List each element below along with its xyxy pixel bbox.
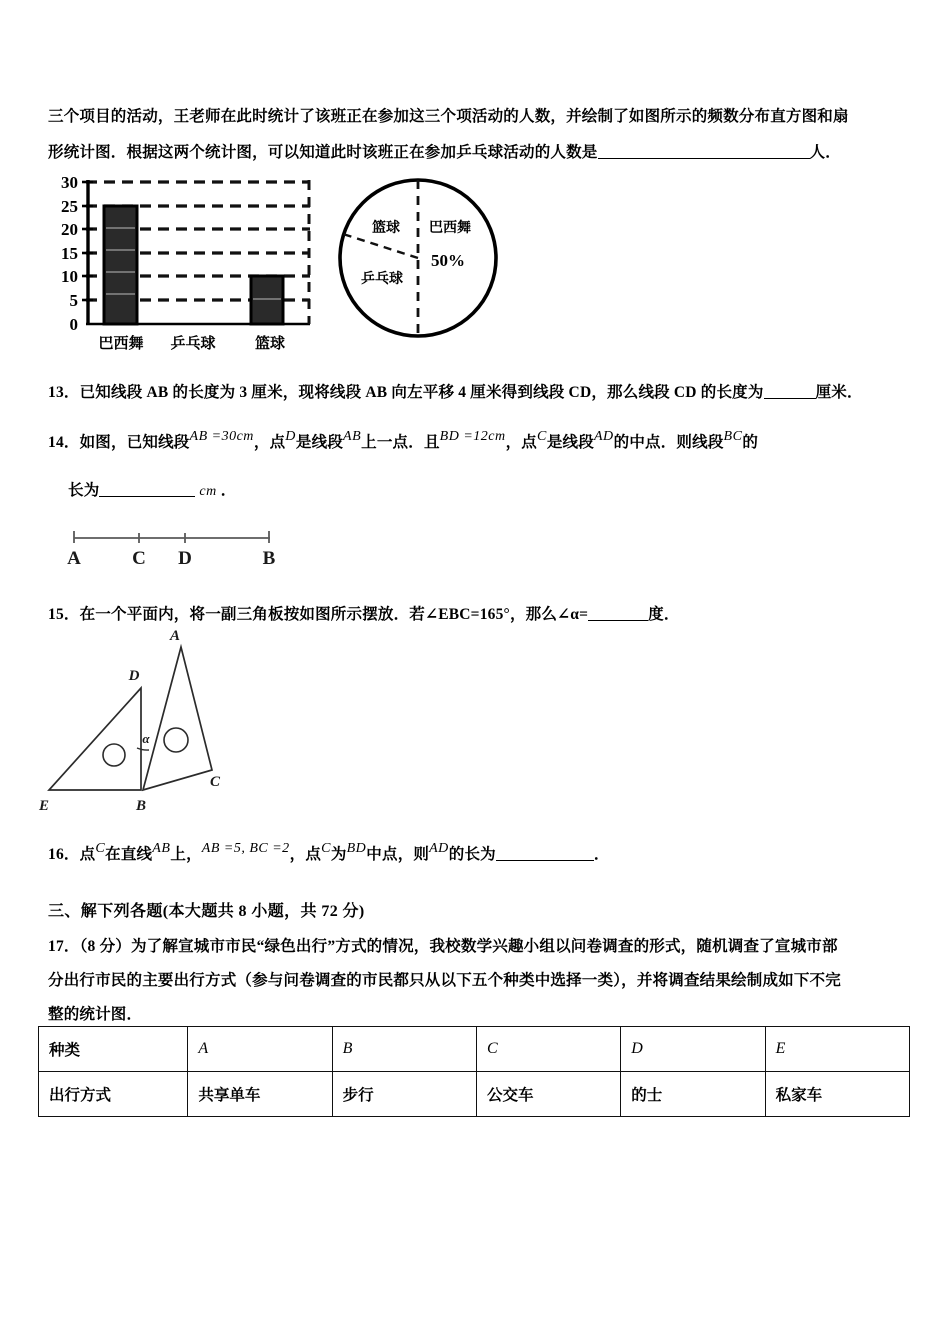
q16-t8: ． bbox=[593, 846, 610, 863]
q16-t7: 的长为 bbox=[448, 846, 496, 863]
q15-suffix: 度． bbox=[648, 606, 680, 623]
answer-blank-16[interactable] bbox=[496, 860, 594, 861]
q16-t5: 为 bbox=[330, 846, 347, 863]
q16-t2: 在直线 bbox=[105, 846, 153, 863]
question-13 bbox=[48, 374, 863, 412]
bar-basketball bbox=[251, 276, 283, 324]
q14-unit: cm bbox=[199, 484, 217, 499]
table-cell-code-E: E bbox=[765, 1027, 909, 1072]
q16-m4: C bbox=[321, 841, 331, 856]
svg-text:B: B bbox=[262, 548, 276, 569]
table-cell-code-B: B bbox=[332, 1027, 476, 1072]
svg-text:篮球: 篮球 bbox=[254, 334, 286, 352]
q13-text: 已知线段 AB 的长度为 3 厘米，现将线段 AB 向左平移 4 厘米得到线段 CD，那么线段 CD 的长度为 bbox=[79, 384, 764, 401]
q16-m3: AB =5, BC =2 bbox=[201, 841, 290, 856]
q13-number: 13． bbox=[48, 384, 80, 401]
pie-divider-left bbox=[343, 234, 418, 258]
section-3-heading: 三、解下列各题(本大题共 8 小题，共 72 分) bbox=[48, 903, 365, 920]
intro-line-2-text: 形统计图．根据这两个统计图，可以知道此时该班正在参加乒乓球活动的人数是 bbox=[48, 144, 598, 161]
q17-number: 17． bbox=[48, 938, 80, 955]
bar-chart-y-tick-labels bbox=[61, 173, 78, 334]
q16-m1: C bbox=[95, 841, 106, 856]
q16-t3: 上， bbox=[170, 846, 202, 863]
q13-suffix: 厘米． bbox=[815, 384, 863, 401]
svg-text:30: 30 bbox=[61, 173, 78, 192]
triangle-dbe bbox=[49, 688, 141, 790]
label-E: E bbox=[38, 798, 50, 814]
question-16 bbox=[48, 836, 610, 875]
sector-pie-chart bbox=[330, 170, 510, 350]
question-17-line-1 bbox=[48, 928, 838, 966]
table-cell-mode-C: 公交车 bbox=[476, 1072, 620, 1117]
table-cell-mode-D: 的士 bbox=[621, 1072, 765, 1117]
table-cell-code-D: D bbox=[621, 1027, 765, 1072]
q14-m3: AB bbox=[343, 429, 362, 444]
svg-text:乒乓球: 乒乓球 bbox=[361, 271, 403, 287]
question-17-line-2: 分出行市民的主要出行方式（参与问卷调查的市民都只从以下五个种类中选择一类），并将调查结果绘制成如下不完 bbox=[48, 972, 841, 989]
triangle-abc bbox=[143, 647, 212, 790]
answer-blank-15[interactable] bbox=[588, 620, 648, 621]
q16-t4: ，点 bbox=[289, 846, 322, 863]
q14-m5: C bbox=[537, 429, 547, 444]
svg-text:15: 15 bbox=[61, 244, 78, 263]
q14-t3: 是线段 bbox=[295, 434, 344, 451]
svg-text:0: 0 bbox=[69, 315, 78, 334]
travel-category-table bbox=[38, 1026, 910, 1117]
table-cell-mode-A: 共享单车 bbox=[188, 1072, 332, 1117]
q14-t1: 如图，已知线段 bbox=[79, 434, 190, 451]
intro-line-2-suffix: 人． bbox=[809, 144, 841, 161]
q14-m7: BC bbox=[723, 429, 743, 444]
q14-t2: ，点 bbox=[253, 434, 286, 451]
q16-number: 16． bbox=[48, 846, 80, 863]
q14-m4: BD =12cm bbox=[439, 429, 506, 444]
bar-brazilian-dance bbox=[104, 206, 137, 324]
intro-line-2 bbox=[48, 134, 841, 172]
q14-number: 14． bbox=[48, 434, 80, 451]
q14-t5: ，点 bbox=[505, 434, 537, 451]
answer-blank-12[interactable] bbox=[598, 158, 810, 159]
q15-number: 15． bbox=[48, 606, 80, 623]
q14-line2-period: ． bbox=[220, 482, 237, 499]
table-cell-mode-B: 步行 bbox=[332, 1072, 476, 1117]
table-cell-种类: 种类 bbox=[39, 1027, 188, 1072]
svg-text:巴西舞: 巴西舞 bbox=[429, 220, 471, 236]
right-triangle-hole-icon bbox=[164, 728, 188, 752]
svg-text:10: 10 bbox=[61, 267, 78, 286]
angle-alpha-arc bbox=[137, 748, 149, 750]
q16-m2: AB bbox=[152, 841, 171, 856]
answer-blank-13[interactable] bbox=[764, 398, 816, 399]
q14-t4: 上一点．且 bbox=[361, 434, 440, 451]
segment-ticks bbox=[74, 531, 269, 543]
q14-m6: AD bbox=[593, 429, 614, 444]
q16-m5: BD bbox=[346, 841, 367, 856]
question-14-line-2 bbox=[68, 472, 236, 511]
table-cell-code-C: C bbox=[476, 1027, 620, 1072]
q14-m2: D bbox=[285, 429, 296, 444]
q16-t6: 中点，则 bbox=[366, 846, 430, 863]
triangle-set-square-figure bbox=[36, 618, 286, 823]
svg-text:A: A bbox=[67, 548, 81, 569]
triangle-vertex-labels bbox=[38, 628, 221, 814]
question-17-line-3: 整的统计图． bbox=[48, 1006, 143, 1023]
svg-text:巴西舞: 巴西舞 bbox=[98, 334, 144, 352]
q14-t7: 的中点．则线段 bbox=[613, 434, 724, 451]
label-D: D bbox=[128, 668, 140, 684]
svg-text:25: 25 bbox=[61, 197, 78, 216]
table-cell-mode-E: 私家车 bbox=[765, 1072, 909, 1117]
label-alpha: α bbox=[142, 731, 150, 746]
label-C: C bbox=[209, 774, 221, 790]
q16-m6: AD bbox=[429, 841, 449, 856]
label-B: B bbox=[135, 798, 147, 814]
q17-line1: （8 分）为了解宣城市市民“绿色出行”方式的情况，我校数学兴趣小组以问卷调查的形式，随机调查了宣城市部 bbox=[79, 938, 838, 955]
left-triangle-hole-icon bbox=[103, 744, 125, 766]
svg-text:篮球: 篮球 bbox=[372, 220, 400, 236]
svg-text:5: 5 bbox=[69, 291, 78, 310]
q15-text: 在一个平面内，将一副三角板按如图所示摆放．若∠EBC=165°，那么∠α= bbox=[79, 606, 589, 623]
svg-text:20: 20 bbox=[61, 220, 78, 239]
svg-text:D: D bbox=[178, 548, 192, 569]
q16-t1: 点 bbox=[79, 846, 96, 863]
pie-percent-label: 50% bbox=[431, 251, 465, 270]
question-14-line-1 bbox=[48, 424, 758, 463]
label-A: A bbox=[169, 628, 181, 644]
q14-line2-text: 长为 bbox=[68, 482, 100, 499]
bar-chart-category-labels bbox=[98, 334, 285, 352]
q14-t8: 的 bbox=[742, 434, 759, 451]
table-cell-出行方式: 出行方式 bbox=[39, 1072, 188, 1117]
segment-point-labels bbox=[67, 548, 276, 569]
table-row bbox=[39, 1027, 910, 1072]
table-row bbox=[39, 1072, 910, 1117]
segment-figure-acdb bbox=[52, 522, 332, 582]
table-cell-code-A: A bbox=[188, 1027, 332, 1072]
q14-m1: AB =30cm bbox=[189, 429, 254, 444]
frequency-bar-chart bbox=[48, 168, 333, 358]
svg-text:C: C bbox=[132, 548, 146, 569]
intro-line-1: 三个项目的活动，王老师在此时统计了该班正在参加这三个项活动的人数，并绘制了如图所示的频数分布直方图和扇 bbox=[48, 108, 849, 125]
answer-blank-14[interactable] bbox=[99, 496, 195, 497]
svg-text:乒乓球: 乒乓球 bbox=[170, 334, 216, 352]
q14-t6: 是线段 bbox=[546, 434, 594, 451]
